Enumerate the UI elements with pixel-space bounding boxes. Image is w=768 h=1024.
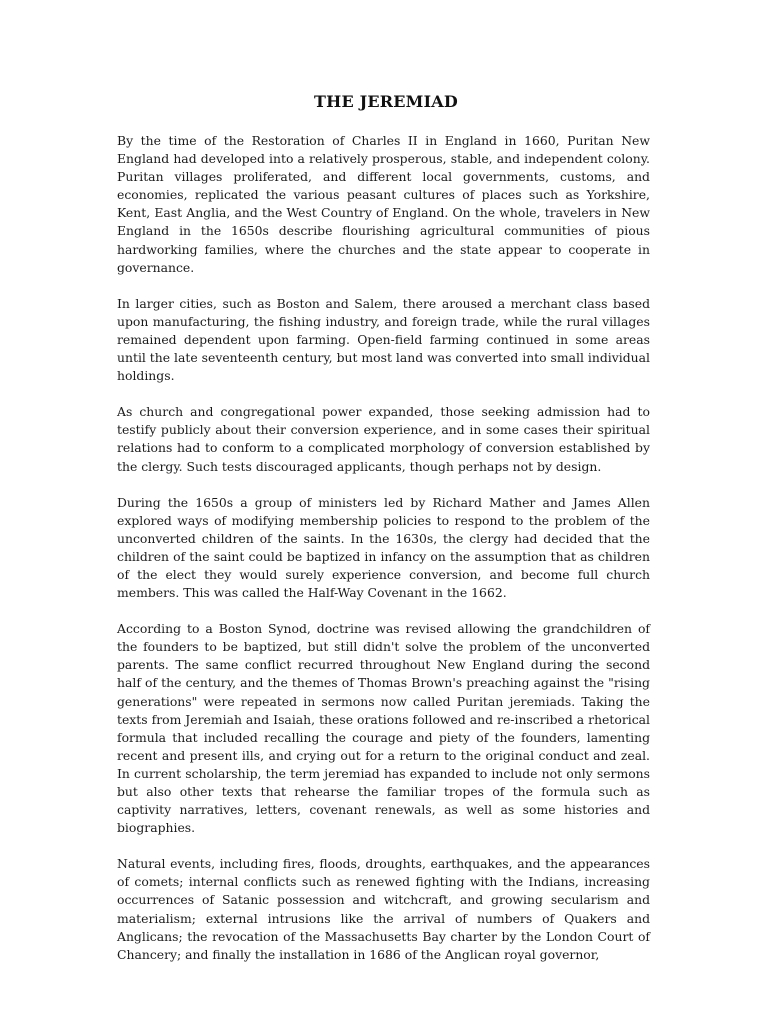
document-title: THE JEREMIAD [314,92,458,111]
paragraph-natural-events: Natural events, including fires, floods, droughts, earthquakes, and the appearances of comets; internal conflicts such as renewed fighting with the Indians, increasing occurrences of Satanic possession and witchcraft, and growing secularism and materialism; external intrusions like the arrival of numbers of Quakers and Anglicans; the revocation of the Massachusetts Bay charter by the London Court of Chancery; and finally the installation in 1686 of the Anglican royal governor, [117,856,650,962]
paragraph-church-admission: As church and congregational power expanded, those seeking admission had to testify publicly about their conversion experience, and in some cases their spiritual relations had to conform to a complicated morphology of conversion established by the clergy. Such tests discouraged applicants, though perhaps not by design. [117,404,650,474]
paragraph-merchant-class: In larger cities, such as Boston and Salem, there aroused a merchant class based upon manufacturing, the fishing industry, and foreign trade, while the rural villages remained dependent upon farming. Open-field farming continued in some areas until the late seventeenth century, but most land was converted into small individual holdings. [117,295,650,384]
paragraph-membership-policies: During the 1650s a group of ministers led by Richard Mather and James Allen explored ways of modifying membership policies to respond to the problem of the unconverted children of the saints. In the 1630s, the clergy had decided that the children of the saint could be baptized in infancy on the assumption that as children of the elect they would surely experience conversion, and become full church members. This was called the Half-Way Covenant in the 1662. [117,494,650,601]
paragraph-restoration: By the time of the Restoration of Charles II in England in 1660, Puritan New England had developed into a relatively prosperous, stable, and independent colony. Puritan villages proliferated, and different local governments, customs, and economies, replicated the various peasant cultures of places such as Yorkshire, Kent, East Anglia, and the West Country of England. On the whole, travelers in New England in the 1650s describe flourishing agricultural communities of pious hardworking families, where the churches and the state appear to cooperate in governance. [117,133,650,275]
document-body [117,132,650,982]
paragraph-boston-synod: According to a Boston Synod, doctrine was revised allowing the grandchildren of the founders to be baptized, but still didn't solve the problem of the unconverted parents. The same conflict recurred throughout New England during the second half of the century, and the themes of Thomas Brown's preaching against the "rising generations" were repeated in sermons now called Puritan jeremiads. Taking the texts from Jeremiah and Isaiah, these orations followed and re-inscribed a rhetorical formula that included recalling the courage and piety of the founders, lamenting recent and present ills, and crying out for a return to the original conduct and zeal. In current scholarship, the term jeremiad has expanded to include not only sermons but also other texts that rehearse the familiar tropes of the formula such as captivity narratives, letters, covenant renewals, as well as some histories and biographies. [117,621,650,836]
